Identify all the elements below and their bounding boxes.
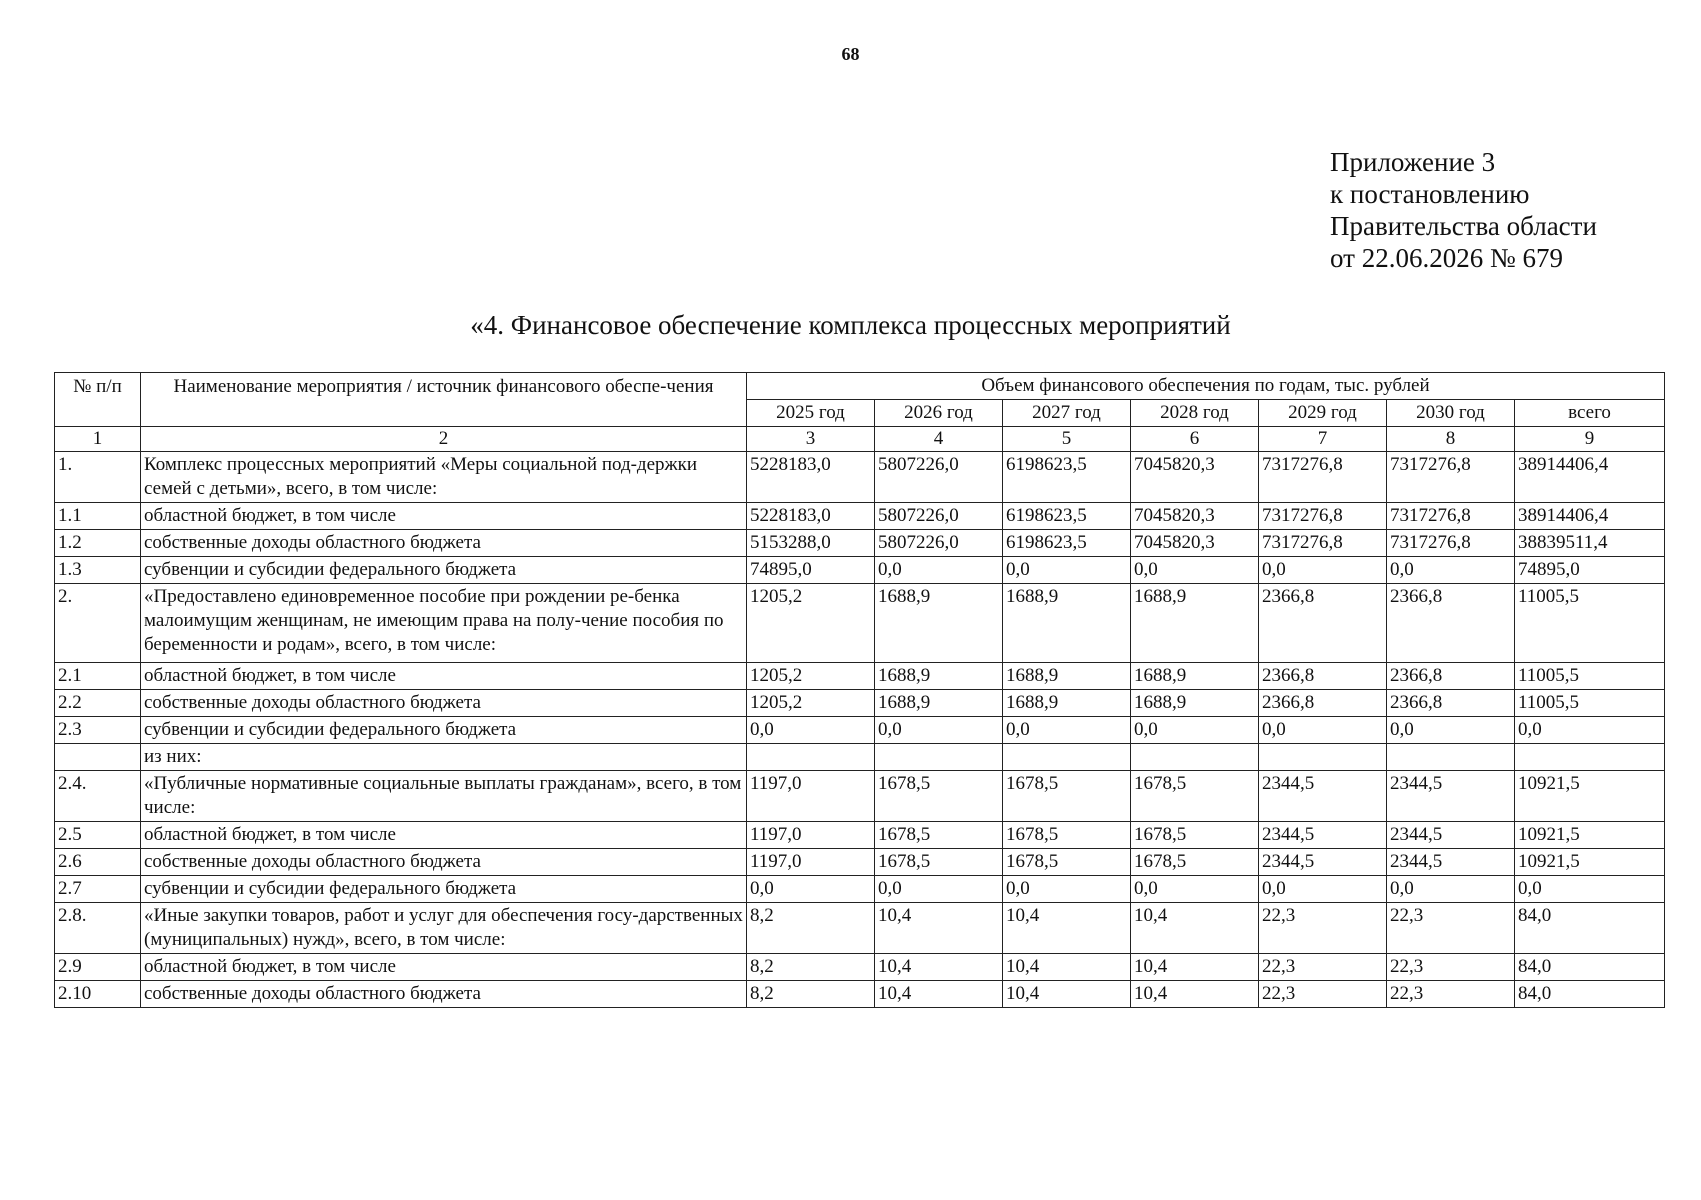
appendix-block (1330, 146, 1597, 274)
row-year-value: 2366,8 (1387, 690, 1515, 717)
row-year-value: 1678,5 (1003, 822, 1131, 849)
header-year: 2026 год (875, 400, 1003, 427)
row-year-value: 22,3 (1259, 903, 1387, 954)
row-total-value: 10921,5 (1515, 822, 1665, 849)
row-year-value: 2366,8 (1259, 584, 1387, 663)
row-year-value: 1678,5 (1131, 822, 1259, 849)
row-year-value: 2344,5 (1259, 771, 1387, 822)
row-year-value: 5228183,0 (747, 503, 875, 530)
row-year-value: 1678,5 (1131, 849, 1259, 876)
row-total-value: 84,0 (1515, 903, 1665, 954)
column-number: 9 (1515, 427, 1665, 452)
table-row (55, 876, 1665, 903)
row-year-value: 0,0 (747, 876, 875, 903)
header-year: 2027 год (1003, 400, 1131, 427)
row-year-value: 1678,5 (875, 822, 1003, 849)
row-name: «Иные закупки товаров, работ и услуг для обеспечения госу-дарственных (муниципальных) нужд», всего, в том числе: (141, 903, 747, 954)
row-number: 2.1 (55, 663, 141, 690)
row-year-value: 0,0 (1003, 876, 1131, 903)
row-year-value: 74895,0 (747, 557, 875, 584)
row-year-value: 0,0 (1387, 717, 1515, 744)
row-year-value (1003, 744, 1131, 771)
row-name: собственные доходы областного бюджета (141, 849, 747, 876)
row-name: областной бюджет, в том числе (141, 822, 747, 849)
row-year-value: 0,0 (875, 557, 1003, 584)
row-name: из них: (141, 744, 747, 771)
appendix-line: от 22.06.2026 № 679 (1330, 243, 1563, 273)
row-year-value: 0,0 (1003, 557, 1131, 584)
row-year-value: 7317276,8 (1259, 503, 1387, 530)
row-year-value: 7317276,8 (1259, 530, 1387, 557)
row-year-value: 8,2 (747, 954, 875, 981)
document-title: «4. Финансовое обеспечение комплекса процессных мероприятий (470, 310, 1231, 340)
row-name: «Публичные нормативные социальные выплаты гражданам», всего, в том числе: (141, 771, 747, 822)
row-year-value: 0,0 (747, 717, 875, 744)
row-year-value: 10,4 (1003, 903, 1131, 954)
appendix-line: к постановлению (1330, 179, 1530, 209)
row-year-value: 1197,0 (747, 822, 875, 849)
row-year-value: 1678,5 (875, 849, 1003, 876)
table-row (55, 771, 1665, 822)
row-year-value: 10,4 (875, 954, 1003, 981)
row-number: 2.9 (55, 954, 141, 981)
header-year: 2029 год (1259, 400, 1387, 427)
row-year-value: 1688,9 (1003, 584, 1131, 663)
table-row (55, 717, 1665, 744)
row-total-value: 84,0 (1515, 954, 1665, 981)
row-year-value: 6198623,5 (1003, 452, 1131, 503)
row-year-value: 7045820,3 (1131, 503, 1259, 530)
table-row (55, 981, 1665, 1008)
column-number: 6 (1131, 427, 1259, 452)
row-year-value: 2366,8 (1387, 584, 1515, 663)
row-year-value: 2344,5 (1259, 822, 1387, 849)
table-row (55, 584, 1665, 663)
table-row (55, 530, 1665, 557)
row-year-value: 1688,9 (875, 663, 1003, 690)
row-year-value: 22,3 (1387, 954, 1515, 981)
row-number: 1.3 (55, 557, 141, 584)
row-year-value: 0,0 (1259, 876, 1387, 903)
row-name: субвенции и субсидии федерального бюджета (141, 557, 747, 584)
row-name: собственные доходы областного бюджета (141, 530, 747, 557)
row-year-value: 5153288,0 (747, 530, 875, 557)
row-year-value: 0,0 (875, 717, 1003, 744)
row-year-value: 5807226,0 (875, 503, 1003, 530)
row-year-value: 10,4 (1003, 954, 1131, 981)
row-year-value: 2344,5 (1259, 849, 1387, 876)
appendix-line: Приложение 3 (1330, 147, 1496, 177)
header-year: 2028 год (1131, 400, 1259, 427)
table-row (55, 822, 1665, 849)
row-year-value: 22,3 (1387, 981, 1515, 1008)
row-total-value: 10921,5 (1515, 849, 1665, 876)
row-year-value: 1678,5 (875, 771, 1003, 822)
row-name: субвенции и субсидии федерального бюджета (141, 717, 747, 744)
page-number: 68 (841, 44, 860, 64)
row-year-value: 1688,9 (1003, 663, 1131, 690)
row-year-value: 7317276,8 (1387, 503, 1515, 530)
row-name: областной бюджет, в том числе (141, 954, 747, 981)
row-name: «Предоставлено единовременное пособие при рождении ре-бенка малоимущим женщинам, не имеющим права на полу-чение пособия по беременности и родам», всего, в том числе: (141, 584, 747, 663)
row-year-value: 1197,0 (747, 771, 875, 822)
row-year-value: 2344,5 (1387, 771, 1515, 822)
row-year-value: 1205,2 (747, 690, 875, 717)
row-year-value: 1205,2 (747, 584, 875, 663)
row-total-value: 10921,5 (1515, 771, 1665, 822)
column-number: 1 (55, 427, 141, 452)
row-name: областной бюджет, в том числе (141, 663, 747, 690)
row-number: 2.7 (55, 876, 141, 903)
row-year-value: 1678,5 (1003, 771, 1131, 822)
table-row (55, 452, 1665, 503)
column-number: 7 (1259, 427, 1387, 452)
row-total-value: 0,0 (1515, 876, 1665, 903)
column-number-row (55, 427, 1665, 452)
table-row (55, 503, 1665, 530)
header-num: № п/п (55, 373, 141, 427)
row-year-value: 1688,9 (1131, 690, 1259, 717)
row-number: 2.6 (55, 849, 141, 876)
row-year-value (875, 744, 1003, 771)
row-year-value (1387, 744, 1515, 771)
row-number: 2.3 (55, 717, 141, 744)
row-name: Комплекс процессных мероприятий «Меры социальной под-держки семей с детьми», всего, в том числе: (141, 452, 747, 503)
row-year-value: 5228183,0 (747, 452, 875, 503)
table-row (55, 690, 1665, 717)
header-total: всего (1515, 400, 1665, 427)
row-year-value: 2344,5 (1387, 822, 1515, 849)
row-number: 1.2 (55, 530, 141, 557)
row-number: 2. (55, 584, 141, 663)
row-year-value: 10,4 (1131, 903, 1259, 954)
table-row (55, 663, 1665, 690)
row-year-value: 1688,9 (1131, 584, 1259, 663)
row-year-value: 7045820,3 (1131, 530, 1259, 557)
row-name: субвенции и субсидии федерального бюджета (141, 876, 747, 903)
row-year-value: 7317276,8 (1387, 452, 1515, 503)
row-total-value: 11005,5 (1515, 663, 1665, 690)
row-year-value: 7045820,3 (1131, 452, 1259, 503)
row-year-value: 2366,8 (1259, 690, 1387, 717)
row-year-value: 1688,9 (1003, 690, 1131, 717)
row-year-value: 6198623,5 (1003, 530, 1131, 557)
row-year-value: 6198623,5 (1003, 503, 1131, 530)
row-number (55, 744, 141, 771)
row-year-value: 1205,2 (747, 663, 875, 690)
row-year-value: 8,2 (747, 903, 875, 954)
row-year-value: 1688,9 (875, 690, 1003, 717)
row-year-value: 0,0 (1131, 557, 1259, 584)
column-number: 5 (1003, 427, 1131, 452)
appendix-line: Правительства области (1330, 211, 1597, 241)
row-year-value: 10,4 (1131, 954, 1259, 981)
row-total-value: 74895,0 (1515, 557, 1665, 584)
row-year-value: 5807226,0 (875, 452, 1003, 503)
row-total-value (1515, 744, 1665, 771)
row-year-value: 1688,9 (875, 584, 1003, 663)
row-number: 2.4. (55, 771, 141, 822)
row-year-value: 0,0 (1387, 557, 1515, 584)
row-year-value: 22,3 (1387, 903, 1515, 954)
row-year-value: 10,4 (875, 903, 1003, 954)
financing-table (54, 372, 1665, 1008)
table-row (55, 903, 1665, 954)
row-total-value: 38839511,4 (1515, 530, 1665, 557)
table-row (55, 557, 1665, 584)
row-total-value: 0,0 (1515, 717, 1665, 744)
row-year-value: 0,0 (1259, 717, 1387, 744)
row-year-value: 1678,5 (1003, 849, 1131, 876)
row-year-value: 0,0 (1131, 717, 1259, 744)
row-year-value: 8,2 (747, 981, 875, 1008)
row-year-value: 2344,5 (1387, 849, 1515, 876)
row-number: 1.1 (55, 503, 141, 530)
row-number: 2.10 (55, 981, 141, 1008)
row-year-value: 5807226,0 (875, 530, 1003, 557)
header-name: Наименование мероприятия / источник финансового обеспе-чения (141, 373, 747, 427)
row-total-value: 84,0 (1515, 981, 1665, 1008)
row-year-value: 1678,5 (1131, 771, 1259, 822)
header-volume: Объем финансового обеспечения по годам, тыс. рублей (747, 373, 1665, 400)
row-year-value: 0,0 (1131, 876, 1259, 903)
row-name: областной бюджет, в том числе (141, 503, 747, 530)
row-total-value: 11005,5 (1515, 584, 1665, 663)
row-year-value: 7317276,8 (1259, 452, 1387, 503)
column-number: 2 (141, 427, 747, 452)
row-year-value: 22,3 (1259, 954, 1387, 981)
row-year-value: 7317276,8 (1387, 530, 1515, 557)
column-number: 8 (1387, 427, 1515, 452)
row-year-value: 10,4 (1131, 981, 1259, 1008)
row-year-value (1259, 744, 1387, 771)
row-name: собственные доходы областного бюджета (141, 981, 747, 1008)
row-year-value: 1688,9 (1131, 663, 1259, 690)
row-year-value: 2366,8 (1259, 663, 1387, 690)
table-row (55, 849, 1665, 876)
row-number: 1. (55, 452, 141, 503)
row-year-value: 1197,0 (747, 849, 875, 876)
row-year-value: 0,0 (875, 876, 1003, 903)
table-body (55, 452, 1665, 1008)
row-year-value: 22,3 (1259, 981, 1387, 1008)
row-number: 2.5 (55, 822, 141, 849)
row-total-value: 38914406,4 (1515, 452, 1665, 503)
row-name: собственные доходы областного бюджета (141, 690, 747, 717)
table-row (55, 954, 1665, 981)
row-year-value: 10,4 (1003, 981, 1131, 1008)
row-year-value: 0,0 (1387, 876, 1515, 903)
row-year-value: 10,4 (875, 981, 1003, 1008)
row-number: 2.8. (55, 903, 141, 954)
row-year-value (747, 744, 875, 771)
column-number: 4 (875, 427, 1003, 452)
header-year: 2025 год (747, 400, 875, 427)
table-row (55, 744, 1665, 771)
row-number: 2.2 (55, 690, 141, 717)
row-total-value: 38914406,4 (1515, 503, 1665, 530)
row-year-value: 2366,8 (1387, 663, 1515, 690)
column-number: 3 (747, 427, 875, 452)
row-total-value: 11005,5 (1515, 690, 1665, 717)
row-year-value: 0,0 (1259, 557, 1387, 584)
row-year-value: 0,0 (1003, 717, 1131, 744)
row-year-value (1131, 744, 1259, 771)
header-year: 2030 год (1387, 400, 1515, 427)
